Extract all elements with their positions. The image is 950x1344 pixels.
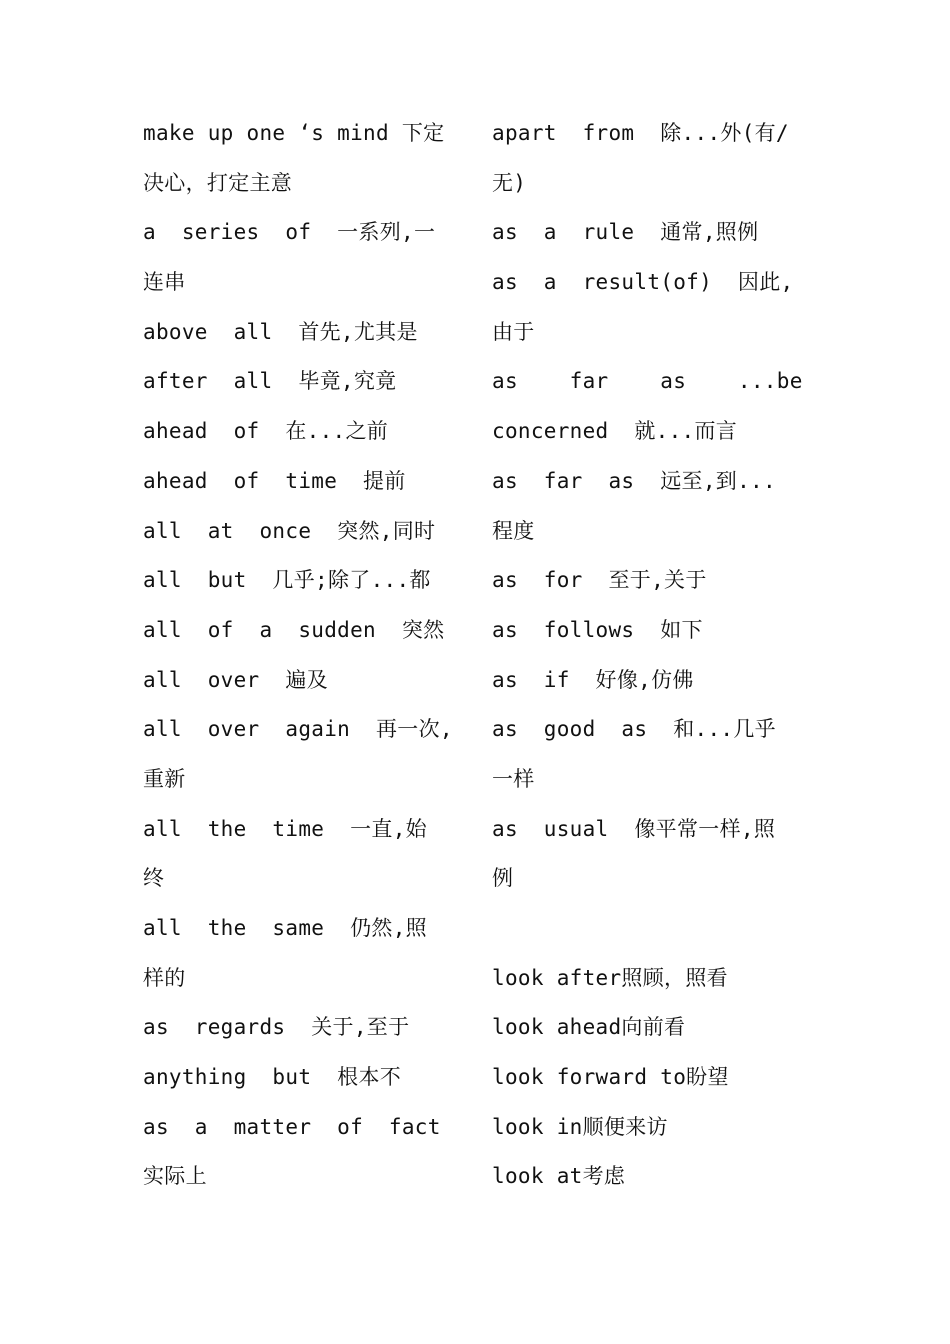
blank-line bbox=[492, 904, 810, 954]
phrase-line: as follows 如下 bbox=[492, 617, 703, 642]
phrase-line: all the same 仍然,照 bbox=[143, 916, 427, 940]
phrase-line: as good as 和...几乎 bbox=[492, 717, 776, 742]
phrase-line: a series of 一系列,一 bbox=[143, 220, 436, 245]
phrase-line: all of a sudden 突然 bbox=[143, 617, 445, 642]
phrase-line: 实际上 bbox=[143, 1164, 207, 1189]
phrase-line: above all 首先,尤其是 bbox=[143, 319, 418, 344]
phrase-line: anything but 根本不 bbox=[143, 1065, 402, 1090]
phrase-line: as if 好像,仿佛 bbox=[492, 667, 694, 692]
phrase-line: as for 至于,关于 bbox=[492, 568, 707, 593]
phrase-line: as far as 远至,到... bbox=[492, 468, 776, 493]
phrase-line: concerned 就...而言 bbox=[492, 419, 738, 444]
phrase-line: apart from 除...外(有/ bbox=[492, 121, 789, 145]
phrase-line: as usual 像平常一样,照 bbox=[492, 816, 776, 841]
phrase-line: as a matter of fact bbox=[143, 1114, 441, 1139]
phrase-line: 重新 bbox=[143, 766, 186, 791]
right-phrase-column bbox=[492, 109, 810, 1202]
phrase-line: ahead of time 提前 bbox=[143, 468, 406, 493]
phrase-line: all but 几乎;除了...都 bbox=[143, 568, 431, 593]
phrase-line: 终 bbox=[143, 866, 165, 891]
phrase-line: 例 bbox=[492, 866, 514, 891]
phrase-line: 程度 bbox=[492, 518, 535, 543]
phrase-line: as a rule 通常,照例 bbox=[492, 220, 759, 245]
phrase-line: after all 毕竟,究竟 bbox=[143, 369, 397, 394]
phrase-line: look ahead向前看 bbox=[492, 1015, 686, 1040]
phrase-line: as regards 关于,至于 bbox=[143, 1015, 410, 1040]
phrase-line: 决心，打定主意 bbox=[143, 170, 293, 195]
phrase-line: look in顺便来访 bbox=[492, 1114, 668, 1139]
phrase-line: look after照顾，照看 bbox=[492, 965, 728, 990]
phrase-line: look forward to盼望 bbox=[492, 1065, 729, 1090]
phrase-line: 一样 bbox=[492, 766, 535, 791]
phrase-line: 无) bbox=[492, 170, 527, 195]
phrase-line: all over again 再一次, bbox=[143, 717, 453, 742]
phrase-line: all the time 一直,始 bbox=[143, 816, 427, 841]
phrase-line: 样的 bbox=[143, 965, 186, 990]
phrase-line: as far as ...be bbox=[492, 369, 803, 394]
phrase-line: make up one ‘s mind 下定 bbox=[143, 121, 445, 145]
phrase-line: all over 遍及 bbox=[143, 667, 328, 692]
phrase-line: look at考虑 bbox=[492, 1164, 626, 1189]
phrase-line: 由于 bbox=[492, 319, 535, 344]
phrase-line: 连串 bbox=[143, 270, 186, 295]
phrase-line: as a result(of) 因此, bbox=[492, 270, 794, 295]
phrase-line: all at once 突然,同时 bbox=[143, 518, 436, 543]
phrase-line: ahead of 在...之前 bbox=[143, 419, 389, 444]
left-phrase-column bbox=[143, 109, 463, 1202]
